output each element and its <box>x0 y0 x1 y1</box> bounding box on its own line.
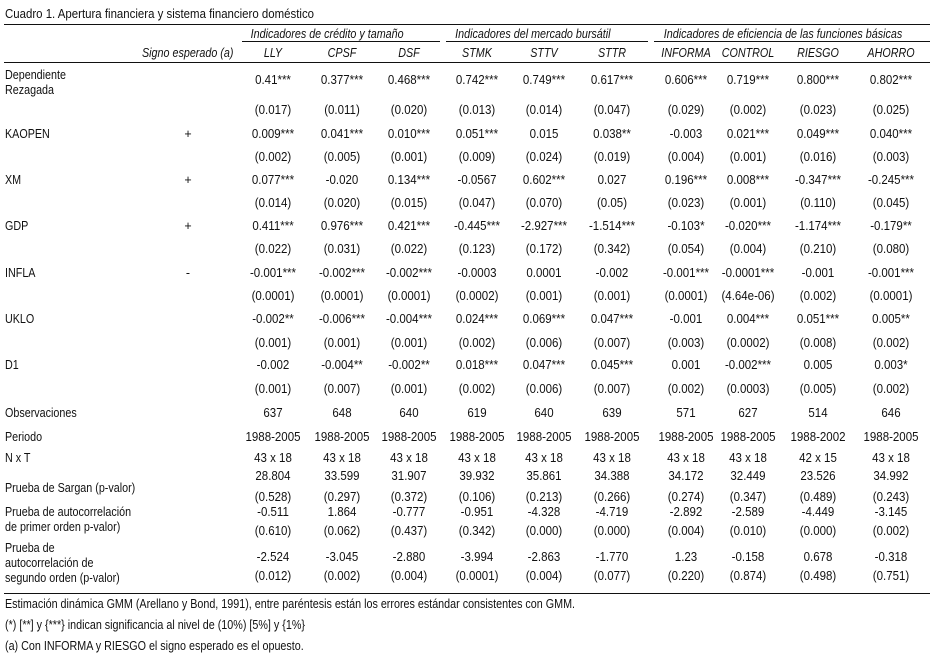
coefficient-cell: 0.001 <box>671 358 701 372</box>
stat-value-cell: 43 x 18 <box>458 451 496 465</box>
stat-pvalue-cell: (0.004) <box>525 569 563 583</box>
table-title: Cuadro 1. Apertura financiera y sistema financiero doméstico <box>5 6 315 21</box>
standard-error-cell: (0.022) <box>254 242 292 256</box>
coefficient-cell: 0.041*** <box>320 127 364 141</box>
column-header-informa: INFORMA <box>661 46 711 60</box>
coefficient-cell: 0.468*** <box>387 73 431 87</box>
coefficient-cell: 0.069*** <box>522 312 566 326</box>
stat-value-cell: 648 <box>332 406 352 420</box>
stat-pvalue-cell: (0.004) <box>667 524 705 538</box>
standard-error-cell: (0.007) <box>323 382 361 396</box>
standard-error-cell: (0.047) <box>593 103 631 117</box>
stat-label: Observaciones <box>5 406 77 420</box>
row-label: UKLO <box>5 312 35 326</box>
stat-value-cell: -0.777 <box>392 505 426 519</box>
standard-error-cell: (0.004) <box>729 242 767 256</box>
group-header-credit: Indicadores de crédito y tamaño <box>250 27 404 41</box>
coefficient-cell: 0.003* <box>874 358 908 372</box>
coefficient-cell: -0.002 <box>256 358 290 372</box>
stat-pvalue-cell: (0.243) <box>872 490 910 504</box>
stat-value-cell: 43 x 18 <box>254 451 292 465</box>
stat-value-cell: 639 <box>602 406 622 420</box>
stat-pvalue-cell: (0.010) <box>729 524 767 538</box>
standard-error-cell: (0.002) <box>254 150 292 164</box>
standard-error-cell: (0.005) <box>323 150 361 164</box>
expected-sign: + <box>184 173 192 187</box>
standard-error-cell: (0.070) <box>525 196 563 210</box>
header-rule <box>4 62 930 63</box>
coefficient-cell: 0.134*** <box>387 173 431 187</box>
standard-error-cell: (0.0001) <box>251 289 295 303</box>
row-label: Dependiente <box>5 68 66 82</box>
standard-error-cell: (0.009) <box>458 150 496 164</box>
standard-error-cell: (0.002) <box>872 382 910 396</box>
stat-value-cell: 34.992 <box>873 469 909 483</box>
group-header-market: Indicadores del mercado bursátil <box>455 27 611 41</box>
row-label: XM <box>5 173 22 187</box>
coefficient-cell: 0.051*** <box>455 127 499 141</box>
stat-value-cell: 1988-2002 <box>790 430 846 444</box>
stat-value-cell: 640 <box>534 406 554 420</box>
coefficient-cell: -0.002 <box>595 266 629 280</box>
standard-error-cell: (0.025) <box>872 103 910 117</box>
column-header-control: CONTROL <box>721 46 775 60</box>
standard-error-cell: (0.001) <box>323 336 361 350</box>
standard-error-cell: (0.006) <box>525 336 563 350</box>
stat-value-cell: 43 x 18 <box>390 451 428 465</box>
coefficient-cell: 0.047*** <box>590 312 634 326</box>
standard-error-cell: (0.011) <box>324 103 360 117</box>
stat-value-cell: -3.145 <box>874 505 908 519</box>
stat-pvalue-cell: (0.274) <box>667 490 705 504</box>
coefficient-cell: -0.002** <box>252 312 294 326</box>
coefficient-cell: 0.005** <box>872 312 910 326</box>
stat-label: segundo orden (p-valor) <box>5 571 120 585</box>
coefficient-cell: -0.0001*** <box>721 266 775 280</box>
coefficient-cell: -1.514*** <box>588 219 636 233</box>
standard-error-cell: (0.080) <box>872 242 910 256</box>
column-header-stmk: STMK <box>462 46 492 60</box>
standard-error-cell: (0.0002) <box>455 289 499 303</box>
stat-value-cell: -2.863 <box>527 550 561 564</box>
coefficient-cell: -0.179** <box>870 219 912 233</box>
stat-value-cell: 35.861 <box>526 469 562 483</box>
standard-error-cell: (0.029) <box>667 103 705 117</box>
stat-value-cell: 43 x 18 <box>729 451 767 465</box>
group-rule-efficiency <box>654 41 930 42</box>
stat-pvalue-cell: (0.610) <box>254 524 292 538</box>
stat-value-cell: 1988-2005 <box>449 430 505 444</box>
standard-error-cell: (0.002) <box>458 336 496 350</box>
coefficient-cell: 0.005 <box>803 358 833 372</box>
standard-error-cell: (0.05) <box>596 196 628 210</box>
stat-value-cell: -4.328 <box>527 505 561 519</box>
standard-error-cell: (0.014) <box>525 103 563 117</box>
row-label: Rezagada <box>5 83 55 97</box>
group-rule-market <box>446 41 648 42</box>
stat-value-cell: 1.864 <box>327 505 357 519</box>
coefficient-cell: -0.445*** <box>453 219 501 233</box>
standard-error-cell: (0.0001) <box>869 289 913 303</box>
standard-error-cell: (0.019) <box>593 150 631 164</box>
standard-error-cell: (0.004) <box>667 150 705 164</box>
coefficient-cell: 0.051*** <box>796 312 840 326</box>
stat-value-cell: 34.172 <box>668 469 704 483</box>
standard-error-cell: (0.003) <box>667 336 705 350</box>
stat-value-cell: 31.907 <box>391 469 427 483</box>
standard-error-cell: (0.023) <box>667 196 705 210</box>
row-label: D1 <box>5 358 19 372</box>
stat-value-cell: 640 <box>399 406 419 420</box>
coefficient-cell: -0.002** <box>388 358 430 372</box>
coefficient-cell: -0.0003 <box>457 266 497 280</box>
coefficient-cell: 0.719*** <box>726 73 770 87</box>
stat-pvalue-cell: (0.002) <box>872 524 910 538</box>
stat-value-cell: 1.23 <box>674 550 698 564</box>
coefficient-cell: 0.377*** <box>320 73 364 87</box>
stat-value-cell: 619 <box>467 406 487 420</box>
stat-pvalue-cell: (0.528) <box>254 490 292 504</box>
stat-value-cell: 627 <box>738 406 758 420</box>
column-header-lly: LLY <box>263 46 283 60</box>
stat-pvalue-cell: (0.874) <box>729 569 767 583</box>
standard-error-cell: (0.007) <box>593 382 631 396</box>
stat-label: Prueba de <box>5 541 55 555</box>
standard-error-cell: (0.001) <box>593 289 631 303</box>
expected-sign-header: Signo esperado (a) <box>142 46 234 60</box>
coefficient-cell: 0.0001 <box>526 266 562 280</box>
coefficient-cell: -1.174*** <box>794 219 842 233</box>
standard-error-cell: (0.001) <box>390 336 428 350</box>
coefficient-cell: 0.41*** <box>255 73 291 87</box>
coefficient-cell: 0.606*** <box>664 73 708 87</box>
stat-pvalue-cell: (0.342) <box>458 524 496 538</box>
stat-value-cell: 33.599 <box>324 469 360 483</box>
stat-pvalue-cell: (0.077) <box>593 569 631 583</box>
row-label: INFLA <box>5 266 36 280</box>
stat-pvalue-cell: (0.002) <box>323 569 361 583</box>
coefficient-cell: 0.009*** <box>251 127 295 141</box>
coefficient-cell: 0.049*** <box>796 127 840 141</box>
column-header-cpsf: CPSF <box>327 46 357 60</box>
coefficient-cell: 0.045*** <box>590 358 634 372</box>
standard-error-cell: (0.002) <box>729 103 767 117</box>
stat-value-cell: -3.994 <box>460 550 494 564</box>
stat-pvalue-cell: (0.012) <box>254 569 292 583</box>
stat-pvalue-cell: (0.062) <box>323 524 361 538</box>
stat-pvalue-cell: (0.347) <box>729 490 767 504</box>
standard-error-cell: (0.002) <box>799 289 837 303</box>
stat-pvalue-cell: (0.106) <box>458 490 496 504</box>
column-header-sttr: STTR <box>597 46 627 60</box>
standard-error-cell: (0.047) <box>458 196 496 210</box>
stat-value-cell: 1988-2005 <box>245 430 301 444</box>
standard-error-cell: (0.017) <box>254 103 292 117</box>
stat-value-cell: 1988-2005 <box>658 430 714 444</box>
column-header-riesgo: RIESGO <box>797 46 839 60</box>
stat-label: N x T <box>5 451 31 465</box>
stat-value-cell: -4.719 <box>595 505 629 519</box>
stat-label: autocorrelación de <box>5 556 94 570</box>
stat-value-cell: 1988-2005 <box>381 430 437 444</box>
standard-error-cell: (0.001) <box>390 150 428 164</box>
standard-error-cell: (0.024) <box>525 150 563 164</box>
coefficient-cell: 0.047*** <box>522 358 566 372</box>
standard-error-cell: (0.013) <box>458 103 496 117</box>
coefficient-cell: 0.802*** <box>869 73 913 87</box>
stat-value-cell: 43 x 18 <box>323 451 361 465</box>
standard-error-cell: (0.001) <box>729 150 767 164</box>
standard-error-cell: (0.002) <box>458 382 496 396</box>
standard-error-cell: (0.016) <box>799 150 837 164</box>
coefficient-cell: 0.027 <box>597 173 627 187</box>
coefficient-cell: -0.001*** <box>249 266 297 280</box>
standard-error-cell: (0.001) <box>729 196 767 210</box>
coefficient-cell: -0.245*** <box>867 173 915 187</box>
stat-pvalue-cell: (0.751) <box>872 569 910 583</box>
stat-pvalue-cell: (0.220) <box>667 569 705 583</box>
stat-value-cell: 571 <box>676 406 696 420</box>
coefficient-cell: 0.015 <box>529 127 559 141</box>
top-rule <box>4 24 930 25</box>
coefficient-cell: 0.421*** <box>387 219 431 233</box>
stat-value-cell: 32.449 <box>730 469 766 483</box>
standard-error-cell: (0.003) <box>872 150 910 164</box>
stat-pvalue-cell: (0.297) <box>323 490 361 504</box>
standard-error-cell: (0.0003) <box>726 382 770 396</box>
standard-error-cell: (0.342) <box>593 242 631 256</box>
coefficient-cell: 0.800*** <box>796 73 840 87</box>
coefficient-cell: 0.976*** <box>320 219 364 233</box>
stat-value-cell: -2.880 <box>392 550 426 564</box>
coefficient-cell: 0.021*** <box>726 127 770 141</box>
standard-error-cell: (0.020) <box>390 103 428 117</box>
coefficient-cell: 0.196*** <box>664 173 708 187</box>
stat-value-cell: -2.524 <box>256 550 290 564</box>
column-header-sttv: STTV <box>530 46 558 60</box>
stat-value-cell: 43 x 18 <box>667 451 705 465</box>
standard-error-cell: (0.022) <box>390 242 428 256</box>
stat-label: Periodo <box>5 430 43 444</box>
coefficient-cell: -0.347*** <box>794 173 842 187</box>
standard-error-cell: (0.002) <box>872 336 910 350</box>
stat-pvalue-cell: (0.266) <box>593 490 631 504</box>
standard-error-cell: (0.001) <box>525 289 563 303</box>
coefficient-cell: -0.001 <box>801 266 835 280</box>
column-header-ahorro: AHORRO <box>867 46 915 60</box>
stat-pvalue-cell: (0.489) <box>799 490 837 504</box>
coefficient-cell: 0.008*** <box>726 173 770 187</box>
standard-error-cell: (0.110) <box>800 196 836 210</box>
standard-error-cell: (0.020) <box>323 196 361 210</box>
note-gmm: Estimación dinámica GMM (Arellano y Bond, 1991), entre paréntesis están los errores estándar consistentes con GMM. <box>5 597 576 611</box>
coefficient-cell: 0.077*** <box>251 173 295 187</box>
stat-value-cell: 43 x 18 <box>525 451 563 465</box>
stat-pvalue-cell: (0.372) <box>390 490 428 504</box>
row-label: KAOPEN <box>5 127 50 141</box>
stat-value-cell: -1.770 <box>595 550 629 564</box>
standard-error-cell: (0.005) <box>799 382 837 396</box>
coefficient-cell: -0.004** <box>321 358 363 372</box>
standard-error-cell: (0.015) <box>390 196 428 210</box>
standard-error-cell: (0.014) <box>254 196 292 210</box>
standard-error-cell: (0.0002) <box>726 336 770 350</box>
standard-error-cell: (0.045) <box>872 196 910 210</box>
row-label: GDP <box>5 219 29 233</box>
coefficient-cell: -0.0567 <box>457 173 497 187</box>
expected-sign: + <box>184 219 192 233</box>
standard-error-cell: (0.001) <box>254 382 292 396</box>
stat-value-cell: 514 <box>808 406 828 420</box>
standard-error-cell: (0.0001) <box>664 289 708 303</box>
stat-value-cell: 637 <box>263 406 283 420</box>
standard-error-cell: (0.0001) <box>320 289 364 303</box>
coefficient-cell: 0.411*** <box>252 219 294 233</box>
bottom-rule <box>4 593 930 594</box>
stat-value-cell: -0.511 <box>257 505 289 519</box>
coefficient-cell: -0.001 <box>669 312 703 326</box>
stat-pvalue-cell: (0.004) <box>390 569 428 583</box>
standard-error-cell: (0.008) <box>799 336 837 350</box>
standard-error-cell: (0.123) <box>458 242 496 256</box>
coefficient-cell: 0.040*** <box>869 127 913 141</box>
standard-error-cell: (0.007) <box>593 336 631 350</box>
standard-error-cell: (0.210) <box>799 242 837 256</box>
stat-label: Prueba de Sargan (p-valor) <box>5 481 136 495</box>
stat-value-cell: -0.951 <box>460 505 494 519</box>
coefficient-cell: -0.002*** <box>318 266 366 280</box>
stat-pvalue-cell: (0.437) <box>390 524 428 538</box>
stat-value-cell: 1988-2005 <box>314 430 370 444</box>
coefficient-cell: 0.749*** <box>522 73 566 87</box>
stat-value-cell: -0.318 <box>874 550 908 564</box>
stat-value-cell: -3.045 <box>325 550 359 564</box>
stat-value-cell: 23.526 <box>800 469 836 483</box>
stat-value-cell: 39.932 <box>459 469 495 483</box>
stat-value-cell: 646 <box>881 406 901 420</box>
stat-value-cell: 1988-2005 <box>516 430 572 444</box>
coefficient-cell: -0.004*** <box>385 312 433 326</box>
stat-label: de primer orden p-valor) <box>5 520 121 534</box>
stat-pvalue-cell: (0.000) <box>799 524 837 538</box>
stat-value-cell: 0.678 <box>803 550 833 564</box>
stat-value-cell: 34.388 <box>594 469 630 483</box>
coefficient-cell: -0.103* <box>667 219 705 233</box>
group-header-efficiency: Indicadores de eficiencia de las funciones básicas <box>663 27 903 41</box>
coefficient-cell: 0.004*** <box>726 312 770 326</box>
stat-value-cell: 28.804 <box>255 469 291 483</box>
coefficient-cell: -0.001*** <box>867 266 915 280</box>
coefficient-cell: 0.617*** <box>590 73 634 87</box>
standard-error-cell: (0.001) <box>390 382 428 396</box>
stat-value-cell: 42 x 15 <box>799 451 837 465</box>
stat-value-cell: 1988-2005 <box>584 430 640 444</box>
standard-error-cell: (0.002) <box>667 382 705 396</box>
coefficient-cell: 0.038** <box>593 127 631 141</box>
coefficient-cell: -2.927*** <box>520 219 568 233</box>
standard-error-cell: (0.001) <box>254 336 292 350</box>
stat-pvalue-cell: (0.000) <box>525 524 563 538</box>
coefficient-cell: -0.002*** <box>385 266 433 280</box>
standard-error-cell: (0.023) <box>799 103 837 117</box>
standard-error-cell: (0.172) <box>525 242 563 256</box>
coefficient-cell: -0.002*** <box>724 358 772 372</box>
coefficient-cell: -0.020 <box>325 173 359 187</box>
coefficient-cell: -0.003 <box>669 127 703 141</box>
note-significance: (*) [**] y {***} indican significancia al nivel de (10%) [5%] y {1%} <box>5 618 305 632</box>
standard-error-cell: (0.054) <box>667 242 705 256</box>
group-rule-credit <box>242 41 440 42</box>
stat-value-cell: 1988-2005 <box>863 430 919 444</box>
stat-value-cell: -0.158 <box>731 550 765 564</box>
stat-value-cell: -2.589 <box>731 505 765 519</box>
expected-sign: - <box>185 266 191 280</box>
coefficient-cell: 0.742*** <box>455 73 499 87</box>
expected-sign: + <box>184 127 192 141</box>
standard-error-cell: (0.0001) <box>387 289 431 303</box>
stat-value-cell: -4.449 <box>801 505 835 519</box>
stat-value-cell: 43 x 18 <box>593 451 631 465</box>
stat-pvalue-cell: (0.498) <box>799 569 837 583</box>
column-header-dsf: DSF <box>398 46 420 60</box>
stat-value-cell: 1988-2005 <box>720 430 776 444</box>
coefficient-cell: 0.024*** <box>455 312 499 326</box>
stat-pvalue-cell: (0.0001) <box>455 569 499 583</box>
stat-pvalue-cell: (0.000) <box>593 524 631 538</box>
stat-label: Prueba de autocorrelación <box>5 505 132 519</box>
stat-pvalue-cell: (0.213) <box>525 490 563 504</box>
standard-error-cell: (0.031) <box>323 242 361 256</box>
coefficient-cell: -0.020*** <box>724 219 772 233</box>
standard-error-cell: (0.006) <box>525 382 563 396</box>
coefficient-cell: 0.010*** <box>387 127 431 141</box>
coefficient-cell: -0.001*** <box>662 266 710 280</box>
coefficient-cell: 0.018*** <box>455 358 499 372</box>
coefficient-cell: 0.602*** <box>522 173 566 187</box>
note-expected-sign: (a) Con INFORMA y RIESGO el signo esperado es el opuesto. <box>5 639 304 653</box>
coefficient-cell: -0.006*** <box>318 312 366 326</box>
stat-value-cell: -2.892 <box>669 505 703 519</box>
standard-error-cell: (4.64e-06) <box>721 289 775 303</box>
stat-value-cell: 43 x 18 <box>872 451 910 465</box>
